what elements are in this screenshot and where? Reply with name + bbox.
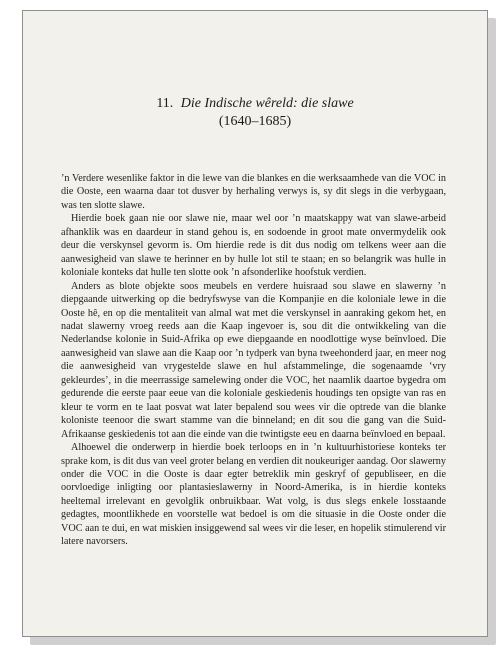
paragraph: Anders as blote objekte soos meubels en verdere huisraad sou slawe en slawerny ’n diepgaande uitwerking op die bedryfswyse van die Kompanjie en die koloniale lewe in die Ooste hê, en op die mentaliteit van almal wat met die verskynsel in aanraking gekom het, en nadat slawerny vroeg reeds aan die Kaap ingevoer is, sou dit die ontwikkeling van die Nederlandse kolonie in Suid-Afrika op ewe diepgaande en noodlottige wyse beïnvloed. Die aanwesigheid van slawe aan die Kaap oor ’n tydperk van byna tweehonderd jaar, en meer nog die aanwesigheid van vrygestelde slawe en hul afstammelinge, die sogenaamde ‘vry gekleurdes’, in die meerrassige samelewing onder die VOC, het naamlik daartoe bygedra om gedurende die eerste paar eeue van die koloniale geskiedenis houdings ten opsigte van ras en kleur te vorm en te laat posvat wat later bepalend sou wees vir die optrede van die blanke koloniste teenoor die swart stamme van die binneland; en dit sou die gang van die Suid-Afrikaanse geskiedenis tot aan die einde van die twintigste eeu en daarna beïnvloed en bepaal. (61, 280, 446, 440)
paragraph: Hierdie boek gaan nie oor slawe nie, maar wel oor ’n maatskappy wat van slawe-arbeid afhanklik was en daardeur in stand gehou is, en sodoende in groot mate onvermydelik ook deur die verskynsel gevorm is. Om hierdie rede is dit dus nodig om telkens weer aan die aanwesigheid van slawe te herinner en by hulle lot stil te staan; en so belangrik was hulle in koloniale konteks dat hulle ten slotte ook ’n afsonderlike hoofstuk verdien. (61, 213, 446, 279)
paragraph: ’n Verdere wesenlike faktor in die lewe van die blankes en die werksaamhede van die VOC in die Ooste, een waarna daar tot dusver by herhaling verwys is, sy dit slegs in die verbygaan, was ten slotte slawe. (61, 173, 446, 211)
chapter-dates: (1640–1685) (218, 114, 292, 129)
chapter-heading (23, 95, 487, 131)
paragraph: Alhoewel die onderwerp in hierdie boek terloops en in ’n kultuurhistoriese konteks ter sprake kom, is dit dus van veel groter belang en verdien dit noukeuriger aandag. Oor slawerny onder die VOC in die Ooste is daar egter betreklik min geskryf of gepubliseer, en die oorvloedige inligting oor plantasieslawerny in Noord-Amerika, is in hierdie konteks heeltemal irrelevant en gevolglik onbruikbaar. Wat volg, is dus slegs enkele losstaande gedagtes, moontlikhede en voorstelle wat bedoel is om die situasie in die Ooste onder die VOC aan te dui, en wat miskien insiggewend sal wees vir die leser, en hopelik stimulerend vir latere navorsers. (61, 442, 446, 548)
chapter-title: Die Indische wêreld: die slawe (180, 96, 354, 111)
book-page (22, 10, 488, 637)
chapter-body (61, 172, 446, 549)
chapter-number: 11. (156, 96, 174, 111)
chapter-title-line (23, 95, 487, 113)
